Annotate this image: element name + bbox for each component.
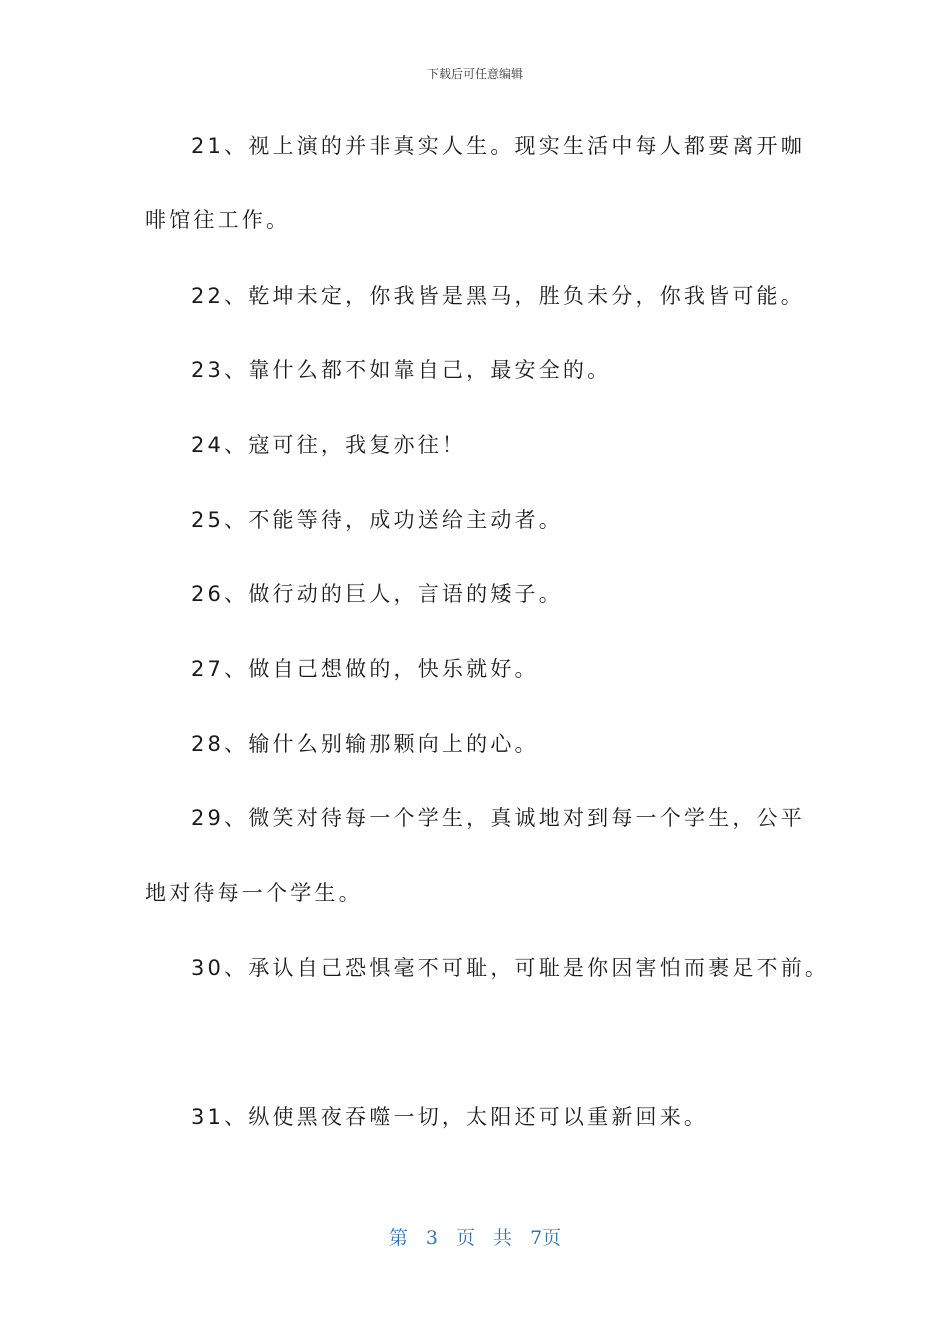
paragraph-line: 30、承认自己恐惧毫不可耻，可耻是你因害怕而裹足不前。	[191, 956, 830, 980]
paragraph-line: 31、纵使黑夜吞噬一切，太阳还可以重新回来。	[191, 1105, 709, 1129]
paragraph-line: 地对待每一个学生。	[145, 881, 363, 905]
paragraph-line: 29、微笑对待每一个学生，真诚地对到每一个学生，公平	[191, 806, 805, 830]
paragraph-line: 21、视上演的并非真实人生。现实生活中每人都要离开咖	[191, 134, 805, 158]
paragraph-line: 24、寇可往，我复亦往！	[191, 433, 467, 457]
paragraph-line: 26、做行动的巨人，言语的矮子。	[191, 582, 563, 606]
paragraph-line: 25、不能等待，成功送给主动者。	[191, 508, 563, 532]
page-header: 下载后可任意编辑	[426, 67, 523, 81]
page-number-footer: 第 3 页 共 7页	[388, 1227, 562, 1249]
paragraph-line: 啡馆往工作。	[145, 208, 291, 232]
paragraph-line: 28、输什么别输那颗向上的心。	[191, 732, 539, 756]
paragraph-line: 22、乾坤未定，你我皆是黑马，胜负未分，你我皆可能。	[191, 284, 805, 308]
paragraph-line: 27、做自己想做的，快乐就好。	[191, 657, 539, 681]
paragraph-line: 23、靠什么都不如靠自己，最安全的。	[191, 358, 612, 382]
